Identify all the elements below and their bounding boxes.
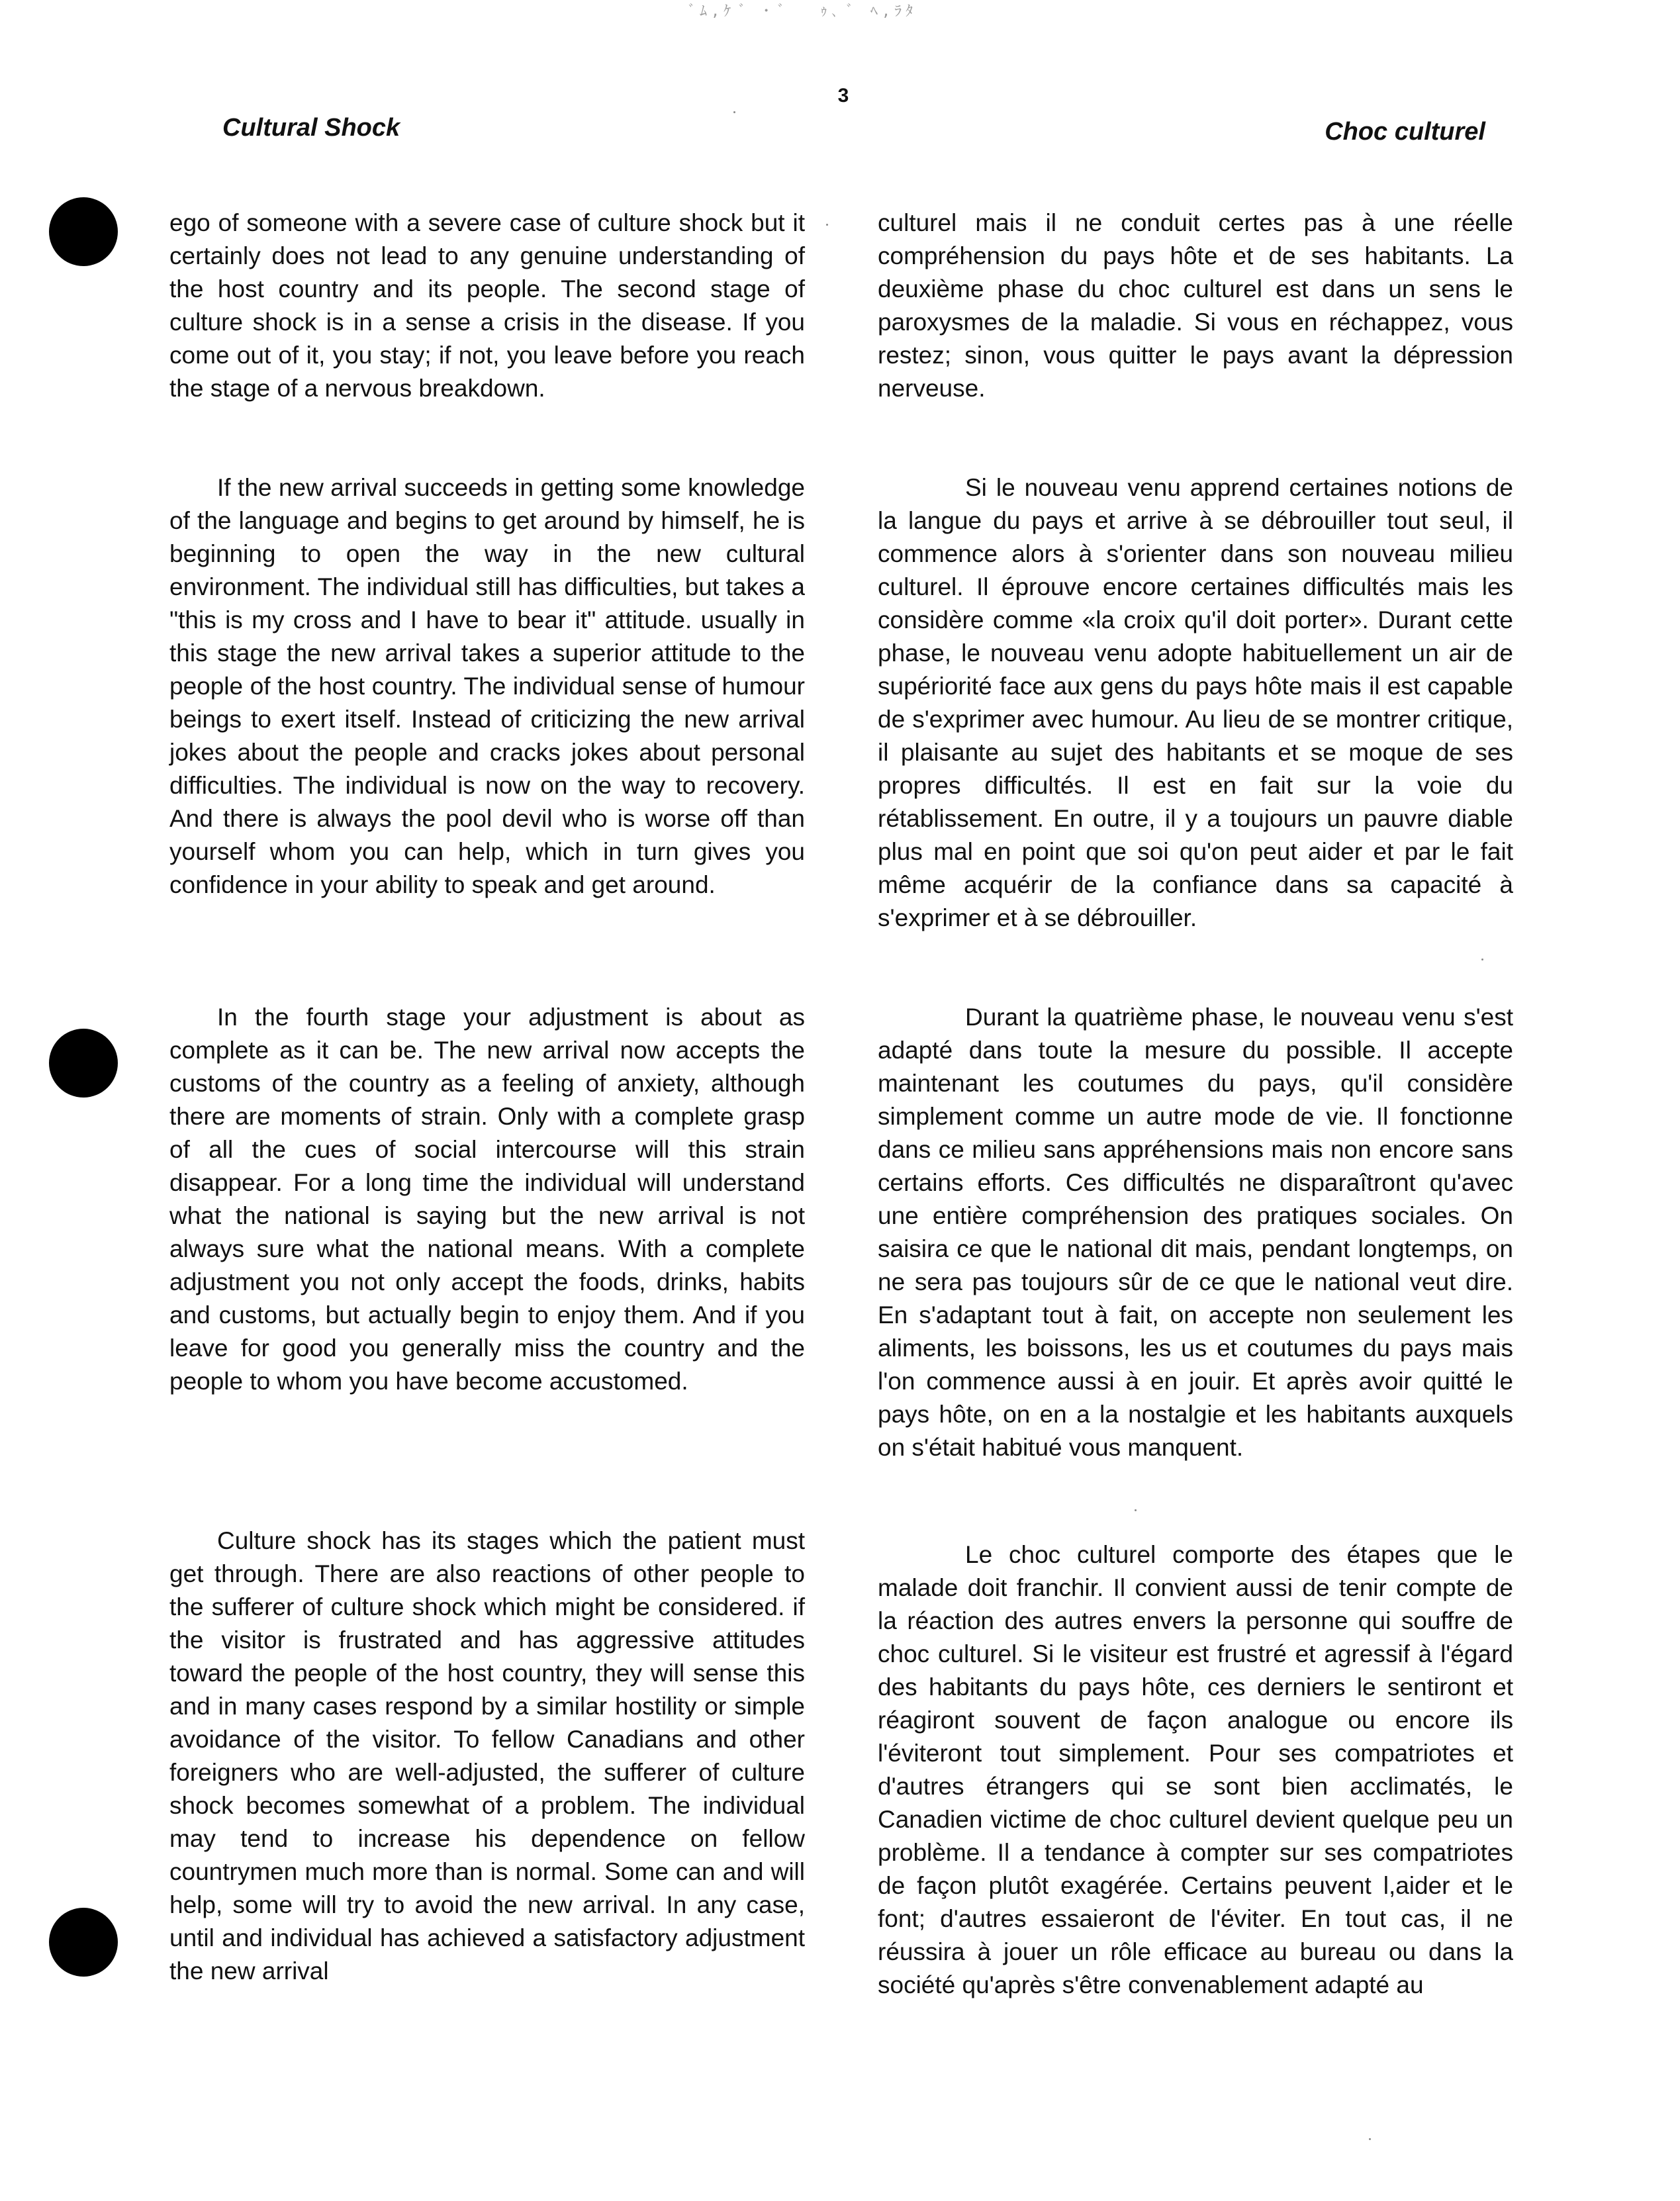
english-paragraph-2: If the new arrival succeeds in getting some knowledge of the language and begins to get around by himself, he is beginning to open the way in the new cultural environment. The individual still has difficulties, but takes a "this is my cross and I have to bear it" attitude. usually in this stage the new arrival takes a superior attitude to the people of the host country. The individual sense of humour beings to exert itself. Instead of criticizing the new arrival jokes about the people and cracks jokes about personal difficulties. The individual is now on the way to recovery. And there is always the pool devil who is worse off than yourself whom you can help, which in turn gives you confidence in your ability to speak and get around. — [169, 474, 805, 898]
binder-hole-top — [49, 197, 118, 266]
english-paragraph-4: Culture shock has its stages which the patient must get through. There are also reactions of other people to the sufferer of culture shock which might be considered. if the visitor is frustrated and has aggressive attitudes toward the people of the host country, they will sense this and in many cases respond by a similar hostility or simple avoidance of the visitor. To fellow Canadians and other foreigners who are well-adjusted, the sufferer of culture shock becomes somewhat of a problem. The individual may tend to increase his dependence on fellow countrymen much more than is normal. Some can and will help, some will try to avoid the new arrival. In any case, until and individual has achieved a satisfactory adjustment the new arrival — [169, 1527, 805, 1985]
scan-speck — [1369, 2138, 1371, 2140]
header-english-title: Cultural Shock — [222, 114, 400, 142]
binder-hole-middle — [49, 1029, 118, 1098]
french-paragraph-1: culturel mais il ne conduit certes pas à une réelle compréhension du pays hôte et de ses habitants. La deuxième phase du choc culturel est dans un sens le paroxysmes de la maladie. Si vous en réchappez, vous restez; sinon, vous quitter le pays avant la dépression nerveuse. — [878, 209, 1513, 402]
french-paragraph-2: Si le nouveau venu apprend certaines notions de la langue du pays et arrive à se débrouiller tout seul, il commence alors à s'orienter dans son nouveau milieu culturel. Il éprouve encore certaines difficultés mais les considère comme «la croix qu'il doit porter». Durant cette phase, le nouveau venu adopte habituellement un air de supériorité face aux gens du pays hôte mais il est capable de s'exprimer avec humour. Au lieu de se montrer critique, il plaisante au sujet des habitants et se moque de ses propres difficultés. Il est en fait sur la voie du rétablissement. En outre, il y a toujours un pauvre diable plus mal en point que soi qu'on peut aider et par le fait même acquérir de la confiance dans sa capacité à s'exprimer et à se débrouiller. — [878, 474, 1513, 931]
english-paragraph-3: In the fourth stage your adjustment is about as complete as it can be. The new arrival now accepts the customs of the country as a feeling of anxiety, although there are moments of strain. Only with a complete grasp of all the cues of social intercourse will this strain disappear. For a long time the individual will understand what the national is saying but the new arrival is not always sure what the national means. With a complete adjustment you not only accept the foods, drinks, habits and customs, but actually begin to enjoy them. And if you leave for good you generally miss the country and the people to whom you have become accustomed. — [169, 1004, 805, 1395]
binder-hole-bottom — [49, 1908, 118, 1977]
scan-artifact-marks: ﾞﾑ,ｹ ﾞ ･ ﾞ ｩ､ ﾞ ﾍ,ﾗﾀ — [688, 3, 917, 20]
english-paragraph-1: ego of someone with a severe case of culture shock but it certainly does not lead to any genuine understanding of the host country and its people. The second stage of culture shock is in a sense a crisis in the disease. If you come out of it, you stay; if not, you leave before you reach the stage of a nervous breakdown. — [169, 209, 805, 402]
header-french-title: Choc culturel — [1325, 118, 1485, 146]
scan-speck — [733, 111, 735, 113]
page-number: 3 — [837, 85, 849, 107]
french-paragraph-3: Durant la quatrième phase, le nouveau venu s'est adapté dans toute la mesure du possible. Il accepte maintenant les coutumes du pays, qu'il considère simplement comme un autre mode de vie. Il fonctionne dans ce milieu sans appréhensions mais non encore sans certains efforts. Ces difficultés ne disparaîtront qu'avec une entière compréhension des pratiques sociales. On saisira ce que le national dit mais, pendant longtemps, on ne sera pas toujours sûr de ce que le national veut dire. En s'adaptant tout à fait, on accepte non seulement les aliments, les boissons, les us et coutumes du pays mais l'on commence aussi à en jouir. Et après avoir quitté le pays hôte, on en a la nostalgie et les habitants auxquels on s'était habitué vous manquent. — [878, 1004, 1513, 1461]
french-paragraph-4: Le choc culturel comporte des étapes que le malade doit franchir. Il convient aussi de tenir compte de la réaction des autres envers la personne qui souffre de choc culturel. Si le visiteur est frustré et agressif à l'égard des habitants du pays hôte, ces derniers le sentiront et réagiront souvent de façon analogue ou encore ils l'éviteront tout simplement. Pour ses compatriotes et d'autres étrangers qui se sont bien acclimatés, le Canadien victime de choc culturel devient quelque peu un problème. Il a tendance à compter sur ses compatriotes de façon plutôt exagérée. Certains peuvent l,aider et le font; d'autres essaieront de l'éviter. En tout cas, il ne réussira à jouer un rôle efficace au bureau ou dans la société qu'après s'être convenablement adapté au — [878, 1541, 1513, 1998]
scan-speck — [1135, 1509, 1137, 1511]
scan-speck — [1481, 959, 1483, 960]
scan-speck — [826, 224, 828, 226]
